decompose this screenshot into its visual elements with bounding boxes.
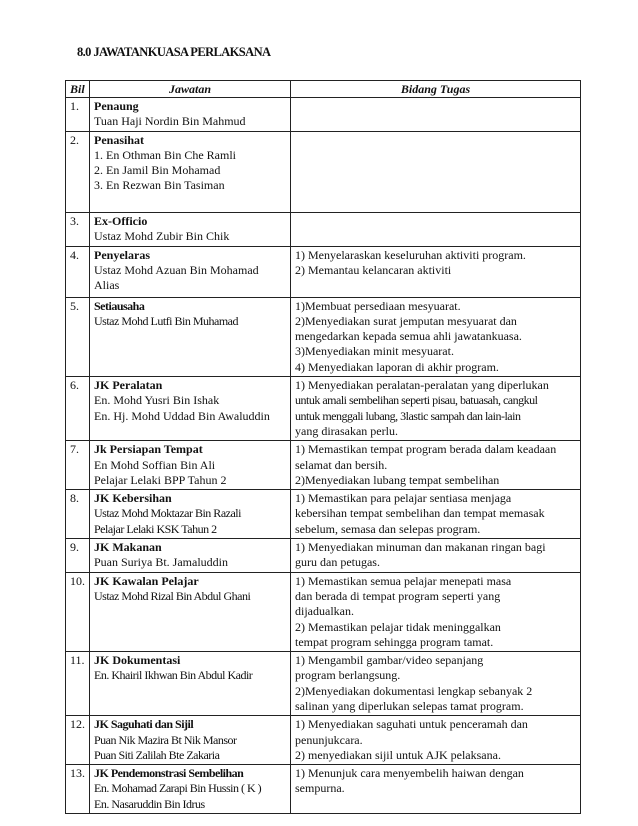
- role-title: JK Makanan: [94, 540, 162, 555]
- role-title: JK Saguhati dan Sijil: [94, 717, 194, 732]
- role-title: JK Kawalan Pelajar: [94, 573, 199, 588]
- task-line: dan berada di tempat program seperti yang: [295, 588, 501, 603]
- task-line: 3)Menyediakan minit mesyuarat.: [295, 344, 454, 359]
- table-body: [66, 98, 581, 814]
- bidang-tugas-cell: [291, 131, 581, 212]
- table-row: [66, 131, 581, 212]
- role-title: JK Peralatan: [94, 378, 163, 393]
- member-name: En. Hj. Mohd Uddad Bin Awaluddin: [94, 408, 270, 423]
- task-line: 1) Menyediakan peralatan-peralatan yang diperlukan: [295, 378, 549, 393]
- task-line: untuk menggali lubang, 3lastic sampah dan lain-lain: [295, 408, 521, 423]
- bidang-tugas-cell: [291, 98, 581, 132]
- member-name: Ustaz Mohd Moktazar Bin Razali: [94, 506, 241, 521]
- jawatan-cell: [90, 98, 291, 132]
- table-row: [66, 377, 581, 441]
- table-row: [66, 539, 581, 573]
- jawatan-cell: [90, 490, 291, 539]
- task-line: 1) Menunjuk cara menyembelih haiwan dengan: [295, 766, 524, 781]
- jawatan-cell: [90, 539, 291, 573]
- member-name: Pelajar Lelaki BPP Tahun 2: [94, 472, 227, 487]
- table-row: [66, 765, 581, 814]
- table-row: [66, 652, 581, 716]
- table-row: [66, 213, 581, 247]
- bidang-tugas-cell: [291, 246, 581, 297]
- bidang-tugas-cell: [291, 716, 581, 765]
- bidang-tugas-cell: [291, 765, 581, 814]
- member-name: En. Nasaruddin Bin Idrus: [94, 796, 205, 811]
- jawatan-cell: [90, 131, 291, 212]
- task-line: 2) menyediakan sijil untuk AJK pelaksana.: [295, 747, 501, 762]
- table-row: [66, 441, 581, 490]
- role-title: Penasihat: [94, 132, 145, 147]
- task-line: sebelum, semasa dan selepas program.: [295, 521, 481, 536]
- jawatan-cell: [90, 246, 291, 297]
- member-name: Alias: [94, 278, 120, 293]
- task-line: 1) Menyediakan saguhati untuk penceramah dan: [295, 717, 528, 732]
- section-heading: 8.0 JAWATANKUASA PERLAKSANA: [77, 45, 271, 59]
- table-row: [66, 716, 581, 765]
- task-line: sempurna.: [295, 781, 345, 796]
- column-header-bidang-tugas: Bidang Tugas: [291, 81, 581, 98]
- role-title: JK Pendemonstrasi Sembelihan: [94, 766, 244, 781]
- task-line: 2) Memastikan pelajar tidak meninggalkan: [295, 619, 501, 634]
- row-number: 10.: [66, 572, 90, 651]
- task-line: 2)Menyediakan lubang tempat sembelihan: [295, 472, 500, 487]
- member-name: 1. En Othman Bin Che Ramli: [94, 147, 236, 162]
- role-title: Penaung: [94, 99, 139, 113]
- committee-table: [65, 80, 581, 814]
- member-name: En Mohd Soffian Bin Ali: [94, 457, 216, 472]
- task-line: mengedarkan kepada semua ahli jawatankuasa.: [295, 329, 522, 344]
- task-line: salinan yang diperlukan selepas tamat program.: [295, 698, 524, 713]
- role-title: Setiausaha: [94, 298, 145, 313]
- jawatan-cell: [90, 377, 291, 441]
- member-name: Puan Siti Zalilah Bte Zakaria: [94, 747, 220, 762]
- jawatan-cell: [90, 297, 291, 376]
- role-title: Jk Persiapan Tempat: [94, 442, 203, 457]
- spacer: [94, 194, 286, 209]
- jawatan-cell: [90, 652, 291, 716]
- row-number: 7.: [66, 441, 90, 490]
- member-name: 3. En Rezwan Bin Tasiman: [94, 178, 225, 193]
- role-title: JK Kebersihan: [94, 491, 172, 506]
- task-line: 1)Membuat persediaan mesyuarat.: [295, 298, 461, 313]
- member-name: 2. En Jamil Bin Mohamad: [94, 163, 221, 178]
- task-line: penunjukcara.: [295, 732, 363, 747]
- bidang-tugas-cell: [291, 441, 581, 490]
- role-title: Ex-Officio: [94, 214, 148, 229]
- jawatan-cell: [90, 441, 291, 490]
- task-line: 1) Memastikan tempat program berada dalam keadaan: [295, 442, 557, 457]
- row-number: 9.: [66, 539, 90, 573]
- member-name: Ustaz Mohd Azuan Bin Mohamad: [94, 262, 259, 277]
- row-number: 4.: [66, 246, 90, 297]
- row-number: 3.: [66, 213, 90, 247]
- member-name: En. Mohd Yusri Bin Ishak: [94, 393, 220, 408]
- task-line: dijadualkan.: [295, 604, 354, 619]
- table-row: [66, 490, 581, 539]
- row-number: 8.: [66, 490, 90, 539]
- task-line: 2)Menyediakan surat jemputan mesyuarat dan: [295, 313, 517, 328]
- jawatan-cell: [90, 572, 291, 651]
- column-header-jawatan: Jawatan: [90, 81, 291, 98]
- column-header-bil: Bil: [66, 81, 90, 98]
- role-title: JK Dokumentasi: [94, 653, 181, 668]
- task-line: 2) Memantau kelancaran aktiviti: [295, 262, 452, 277]
- role-title: Penyelaras: [94, 247, 150, 262]
- member-name: En. Mohamad Zarapi Bin Hussin ( K ): [94, 781, 262, 796]
- bidang-tugas-cell: [291, 572, 581, 651]
- bidang-tugas-cell: [291, 377, 581, 441]
- task-line: program berlangsung.: [295, 668, 401, 683]
- task-line: 2)Menyediakan dokumentasi lengkap sebanyak 2: [295, 683, 533, 698]
- task-line: selamat dan bersih.: [295, 457, 388, 472]
- table-header-row: [66, 81, 581, 98]
- task-line: 1) Memastikan semua pelajar menepati masa: [295, 573, 512, 588]
- member-name: En. Khairil Ikhwan Bin Abdul Kadir: [94, 668, 253, 683]
- task-line: 1) Menyelaraskan keseluruhan aktiviti program.: [295, 247, 526, 262]
- jawatan-cell: [90, 716, 291, 765]
- task-line: 1) Memastikan para pelajar sentiasa menjaga: [295, 491, 512, 506]
- bidang-tugas-cell: [291, 539, 581, 573]
- member-name: Ustaz Mohd Lutfi Bin Muhamad: [94, 313, 238, 328]
- member-name: Puan Suriya Bt. Jamaluddin: [94, 555, 228, 570]
- task-line: kebersihan tempat sembelihan dan tempat memasak: [295, 506, 545, 521]
- table-row: [66, 297, 581, 376]
- bidang-tugas-cell: [291, 652, 581, 716]
- bidang-tugas-cell: [291, 297, 581, 376]
- jawatan-cell: [90, 765, 291, 814]
- row-number: 5.: [66, 297, 90, 376]
- task-line: 4) Menyediakan laporan di akhir program.: [295, 359, 499, 374]
- task-line: yang dirasakan perlu.: [295, 423, 398, 438]
- member-name: Pelajar Lelaki KSK Tahun 2: [94, 521, 217, 536]
- task-line: tempat program sehingga program tamat.: [295, 634, 494, 649]
- member-name: Ustaz Mohd Zubir Bin Chik: [94, 229, 230, 244]
- task-line: 1) Mengambil gambar/video sepanjang: [295, 653, 484, 668]
- task-line: 1) Menyediakan minuman dan makanan ringan bagi: [295, 540, 546, 555]
- row-number: 6.: [66, 377, 90, 441]
- table-row: [66, 98, 581, 132]
- bidang-tugas-cell: [291, 213, 581, 247]
- table-row: [66, 572, 581, 651]
- jawatan-cell: [90, 213, 291, 247]
- row-number: 11.: [66, 652, 90, 716]
- task-line: untuk amali sembelihan seperti pisau, batuasah, cangkul: [295, 393, 538, 408]
- row-number: 13.: [66, 765, 90, 814]
- bidang-tugas-cell: [291, 490, 581, 539]
- row-number: 2.: [66, 131, 90, 212]
- row-number: 1.: [66, 98, 90, 132]
- task-line: guru dan petugas.: [295, 555, 380, 570]
- member-name: Ustaz Mohd Rizal Bin Abdul Ghani: [94, 588, 251, 603]
- member-name: Puan Nik Mazira Bt Nik Mansor: [94, 732, 237, 747]
- row-number: 12.: [66, 716, 90, 765]
- member-name: Tuan Haji Nordin Bin Mahmud: [94, 114, 246, 129]
- table-row: [66, 246, 581, 297]
